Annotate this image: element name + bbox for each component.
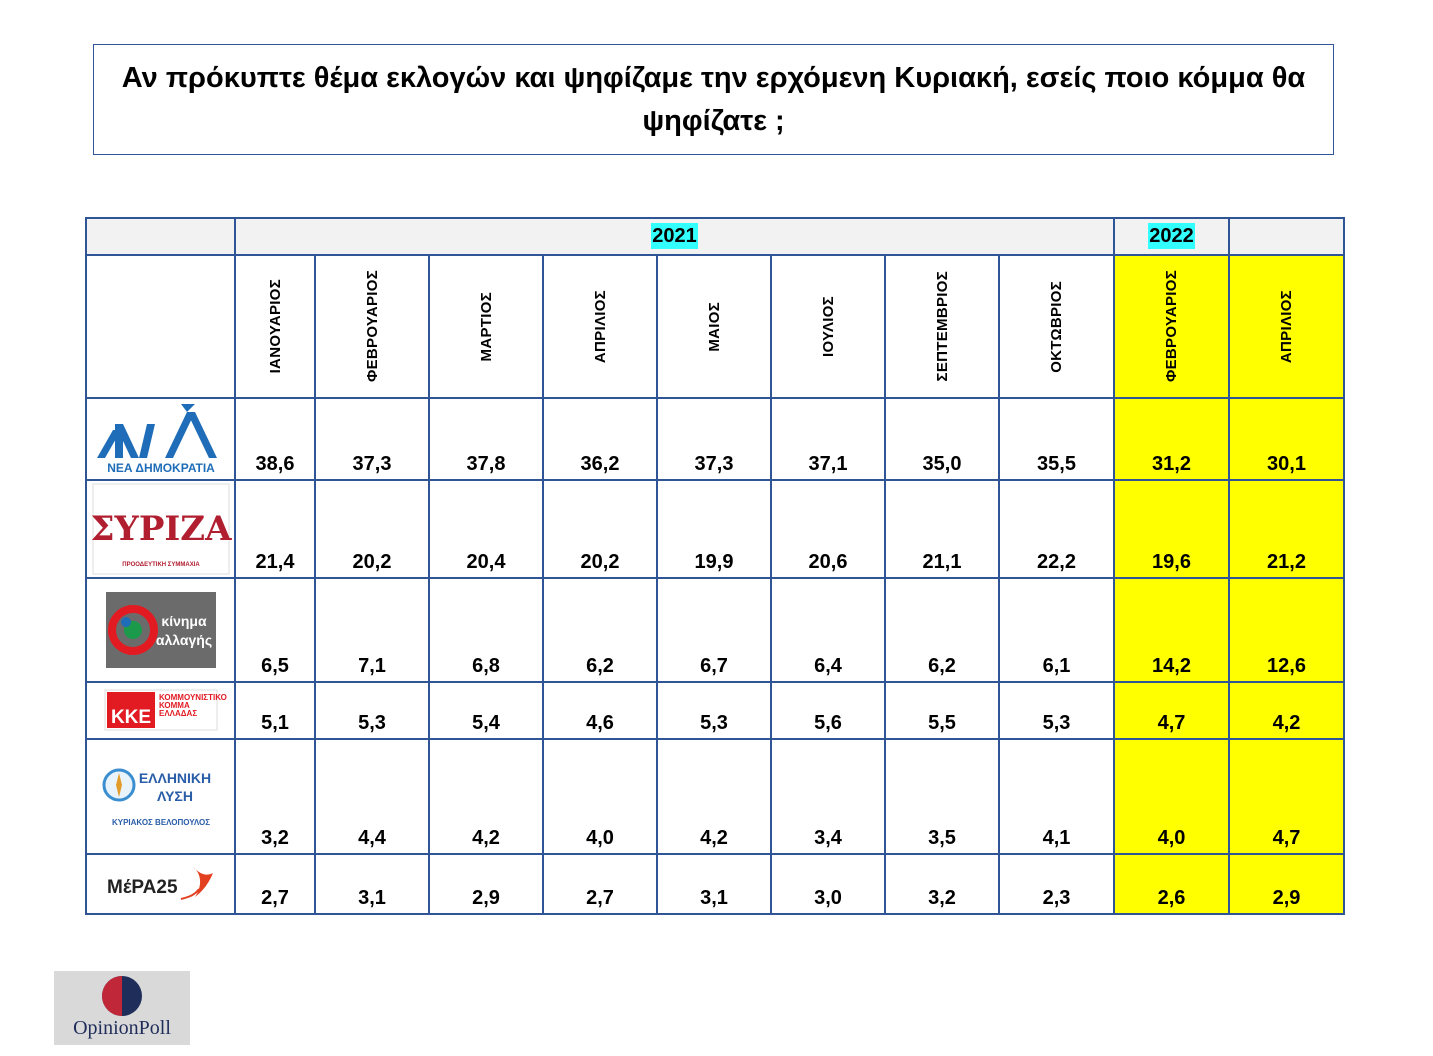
opinion-poll-mark-icon bbox=[54, 971, 190, 1017]
value-cell: 4,4 bbox=[315, 739, 429, 854]
value-cell: 14,2 bbox=[1114, 578, 1229, 682]
value-cell: 37,3 bbox=[315, 398, 429, 480]
year-blank-cell bbox=[1229, 218, 1344, 255]
value-cell: 3,4 bbox=[771, 739, 885, 854]
month-cell bbox=[235, 255, 315, 398]
value-cell: 22,2 bbox=[999, 480, 1114, 578]
value-cell: 20,2 bbox=[315, 480, 429, 578]
poll-table bbox=[85, 217, 1345, 915]
value-cell: 5,1 bbox=[235, 682, 315, 739]
month-label: ΜΑΙΟΣ bbox=[705, 301, 723, 352]
value-cell: 3,1 bbox=[657, 854, 771, 914]
table-row bbox=[86, 682, 1344, 739]
value-cell: 2,7 bbox=[235, 854, 315, 914]
value-cell: 4,6 bbox=[543, 682, 657, 739]
month-cell bbox=[885, 255, 999, 398]
value-cell: 2,9 bbox=[429, 854, 543, 914]
value-cell: 6,5 bbox=[235, 578, 315, 682]
value-cell: 21,4 bbox=[235, 480, 315, 578]
value-cell: 35,0 bbox=[885, 398, 999, 480]
month-label: ΙΑΝΟΥΑΡΙΟΣ bbox=[266, 279, 284, 374]
value-cell: 4,2 bbox=[429, 739, 543, 854]
month-cell bbox=[429, 255, 543, 398]
month-cell bbox=[315, 255, 429, 398]
year-2021-label: 2021 bbox=[652, 225, 697, 247]
year-2022-label: 2022 bbox=[1149, 225, 1194, 247]
value-cell: 31,2 bbox=[1114, 398, 1229, 480]
value-cell: 19,9 bbox=[657, 480, 771, 578]
value-cell: 6,2 bbox=[885, 578, 999, 682]
value-cell: 21,2 bbox=[1229, 480, 1344, 578]
value-cell: 6,7 bbox=[657, 578, 771, 682]
value-cell: 6,1 bbox=[999, 578, 1114, 682]
value-cell: 5,6 bbox=[771, 682, 885, 739]
value-cell: 19,6 bbox=[1114, 480, 1229, 578]
month-label: ΟΚΤΩΒΡΙΟΣ bbox=[1048, 280, 1065, 373]
svg-text:ΚΟΜΜΑ: ΚΟΜΜΑ bbox=[158, 700, 190, 710]
elliniki-lysi-logo-mark bbox=[99, 759, 223, 835]
month-header-row bbox=[86, 255, 1344, 398]
value-cell: 4,1 bbox=[999, 739, 1114, 854]
svg-text:ΣΥΡΙΖΑ: ΣΥΡΙΖΑ bbox=[90, 509, 231, 549]
svg-text:ΚΟΜΜΟΥΝΙΣΤΙΚΟ: ΚΟΜΜΟΥΝΙΣΤΙΚΟ bbox=[158, 692, 227, 702]
month-cell bbox=[1229, 255, 1344, 398]
value-cell: 20,2 bbox=[543, 480, 657, 578]
title-box bbox=[93, 44, 1334, 155]
corner-cell bbox=[86, 218, 235, 255]
value-cell: 5,5 bbox=[885, 682, 999, 739]
svg-text:ΚΥΡΙΑΚΟΣ ΒΕΛΟΠΟΥΛΟΣ: ΚΥΡΙΑΚΟΣ ΒΕΛΟΠΟΥΛΟΣ bbox=[111, 817, 210, 827]
svg-text:ΝΕΑ ΔΗΜΟΚΡΑΤΙΑ: ΝΕΑ ΔΗΜΟΚΡΑΤΙΑ bbox=[106, 461, 215, 475]
month-label: ΑΠΡΙΛΙΟΣ bbox=[591, 289, 609, 364]
svg-text:κίνημα: κίνημα bbox=[160, 613, 207, 629]
value-cell: 4,2 bbox=[657, 739, 771, 854]
syriza-logo bbox=[86, 480, 235, 578]
svg-text:ΠΡΟΟΔΕΥΤΙΚΗ ΣΥΜΜΑΧΙΑ: ΠΡΟΟΔΕΥΤΙΚΗ ΣΥΜΜΑΧΙΑ bbox=[121, 562, 200, 568]
month-label: ΦΕΒΡΟΥΑΡΙΟΣ bbox=[1163, 270, 1180, 383]
value-cell: 3,2 bbox=[235, 739, 315, 854]
year-2022-cell bbox=[1114, 218, 1229, 255]
svg-text:ΕΛΛΗΝΙΚΗ: ΕΛΛΗΝΙΚΗ bbox=[138, 769, 211, 786]
table-row bbox=[86, 739, 1344, 854]
value-cell: 20,4 bbox=[429, 480, 543, 578]
month-cell bbox=[543, 255, 657, 398]
kke-logo bbox=[86, 682, 235, 739]
value-cell: 4,7 bbox=[1114, 682, 1229, 739]
value-cell: 37,3 bbox=[657, 398, 771, 480]
opinion-poll-logo bbox=[54, 971, 190, 1045]
month-cell bbox=[1114, 255, 1229, 398]
value-cell: 36,2 bbox=[543, 398, 657, 480]
value-cell: 12,6 bbox=[1229, 578, 1344, 682]
month-label: ΜΑΡΤΙΟΣ bbox=[477, 291, 495, 362]
value-cell: 38,6 bbox=[235, 398, 315, 480]
month-corner-cell bbox=[86, 255, 235, 398]
chart-title: Αν πρόκυπτε θέμα εκλογών και ψηφίζαμε την ερχόμενη Κυριακή, εσείς ποιο κόμμα θα ψηφίζατε ; bbox=[121, 61, 1306, 137]
value-cell: 35,5 bbox=[999, 398, 1114, 480]
value-cell: 2,7 bbox=[543, 854, 657, 914]
table-row bbox=[86, 398, 1344, 480]
kke-logo-mark bbox=[103, 688, 227, 734]
value-cell: 5,3 bbox=[999, 682, 1114, 739]
svg-text:ΚΚΕ: ΚΚΕ bbox=[110, 706, 151, 728]
value-cell: 30,1 bbox=[1229, 398, 1344, 480]
table-row bbox=[86, 854, 1344, 914]
value-cell: 3,5 bbox=[885, 739, 999, 854]
month-cell bbox=[771, 255, 885, 398]
value-cell: 21,1 bbox=[885, 480, 999, 578]
value-cell: 6,4 bbox=[771, 578, 885, 682]
month-label: ΣΕΠΤΕΜΒΡΙΟΣ bbox=[933, 271, 951, 382]
value-cell: 4,7 bbox=[1229, 739, 1344, 854]
value-cell: 5,4 bbox=[429, 682, 543, 739]
year-header-row bbox=[86, 218, 1344, 255]
mera25-logo-mark bbox=[101, 859, 221, 909]
year-2021-cell bbox=[235, 218, 1114, 255]
table-row bbox=[86, 480, 1344, 578]
value-cell: 3,1 bbox=[315, 854, 429, 914]
value-cell: 3,0 bbox=[771, 854, 885, 914]
value-cell: 3,2 bbox=[885, 854, 999, 914]
value-cell: 2,3 bbox=[999, 854, 1114, 914]
value-cell: 6,8 bbox=[429, 578, 543, 682]
svg-text:ΛΥΣΗ: ΛΥΣΗ bbox=[156, 787, 193, 804]
month-label: ΑΠΡΙΛΙΟΣ bbox=[1278, 289, 1295, 364]
month-label: ΙΟΥΛΙΟΣ bbox=[819, 295, 837, 357]
nd-logo-mark bbox=[91, 402, 231, 476]
month-label: ΦΕΒΡΟΥΑΡΙΟΣ bbox=[363, 270, 381, 383]
svg-text:ΜέΡΑ25: ΜέΡΑ25 bbox=[106, 877, 178, 898]
elliniki-lysi-logo bbox=[86, 739, 235, 854]
value-cell: 4,0 bbox=[1114, 739, 1229, 854]
value-cell: 2,6 bbox=[1114, 854, 1229, 914]
month-cell bbox=[999, 255, 1114, 398]
value-cell: 5,3 bbox=[657, 682, 771, 739]
table-row bbox=[86, 578, 1344, 682]
syriza-logo-mark bbox=[90, 484, 231, 574]
value-cell: 7,1 bbox=[315, 578, 429, 682]
value-cell: 4,2 bbox=[1229, 682, 1344, 739]
month-cell bbox=[657, 255, 771, 398]
svg-text:ΕΛΛΑΔΑΣ: ΕΛΛΑΔΑΣ bbox=[158, 708, 197, 718]
value-cell: 20,6 bbox=[771, 480, 885, 578]
kinal-logo-mark bbox=[106, 592, 216, 668]
mera25-logo bbox=[86, 854, 235, 914]
value-cell: 37,8 bbox=[429, 398, 543, 480]
value-cell: 6,2 bbox=[543, 578, 657, 682]
value-cell: 37,1 bbox=[771, 398, 885, 480]
nd-logo bbox=[86, 398, 235, 480]
kinal-logo bbox=[86, 578, 235, 682]
value-cell: 2,9 bbox=[1229, 854, 1344, 914]
value-cell: 5,3 bbox=[315, 682, 429, 739]
opinion-poll-text: OpinionPoll bbox=[73, 1017, 171, 1039]
svg-text:αλλαγής: αλλαγής bbox=[155, 632, 212, 648]
value-cell: 4,0 bbox=[543, 739, 657, 854]
